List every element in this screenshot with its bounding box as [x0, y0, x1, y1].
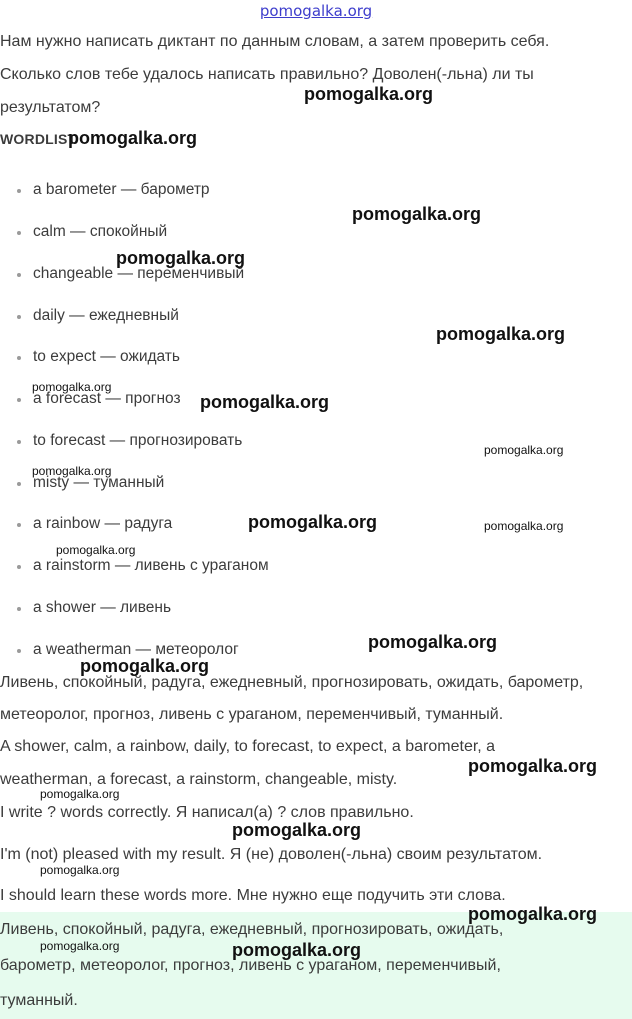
bullet-icon	[17, 273, 21, 277]
bullet-icon	[17, 440, 21, 444]
pleased-line: I'm (not) pleased with my result. Я (не) доволен(-льна) своим результатом.	[0, 846, 543, 863]
watermark: pomogalka.org	[232, 820, 362, 840]
watermark: pomogalka.org	[436, 324, 566, 344]
watermark: pomogalka.org	[468, 756, 598, 776]
list-item: a rainbow — радуга	[33, 515, 173, 532]
bullet-icon	[17, 523, 21, 527]
ru-words-line-2: метеоролог, прогноз, ливень с ураганом, переменчивый, туманный.	[0, 706, 504, 723]
list-item: calm — спокойный	[33, 223, 168, 240]
watermark: pomogalka.org	[200, 392, 330, 412]
en-words-line-1: A shower, calm, a rainbow, daily, to forecast, to expect, a barometer, a	[0, 738, 496, 755]
watermark: pomogalka.org	[32, 464, 112, 478]
answer-line-2: барометр, метеоролог, прогноз, ливень с ураганом, переменчивый,	[0, 957, 501, 974]
bullet-icon	[17, 231, 21, 235]
list-item: to forecast — прогнозировать	[33, 432, 243, 449]
watermark: pomogalka.org	[80, 656, 210, 676]
site-header-link[interactable]: pomogalka.org	[259, 2, 373, 20]
bullet-icon	[17, 315, 21, 319]
list-item: a forecast — прогноз	[33, 390, 181, 407]
list-item: to expect — ожидать	[33, 348, 180, 365]
watermark: pomogalka.org	[232, 940, 362, 960]
bullet-icon	[17, 189, 21, 193]
bullet-icon	[17, 607, 21, 611]
watermark: pomogalka.org	[68, 128, 198, 148]
write-count-line: I write ? words correctly. Я написал(а) ? слов правильно.	[0, 804, 414, 821]
watermark: pomogalka.org	[484, 443, 564, 457]
list-item: daily — ежедневный	[33, 307, 179, 324]
learn-line: I should learn these words more. Мне нужно еще подучить эти слова.	[0, 887, 506, 904]
list-item: a rainstorm — ливень с ураганом	[33, 557, 269, 574]
intro-line-1: Нам нужно написать диктант по данным словам, а затем проверить себя.	[0, 33, 550, 50]
list-item: a barometer — барометр	[33, 181, 210, 198]
list-item: a shower — ливень	[33, 599, 172, 616]
wordlist-heading: WORDLIST	[0, 131, 77, 147]
intro-line-2: Сколько слов тебе удалось написать правильно? Доволен(-льна) ли ты	[0, 66, 534, 83]
watermark: pomogalka.org	[468, 904, 598, 924]
bullet-icon	[17, 565, 21, 569]
answer-line-1: Ливень, спокойный, радуга, ежедневный, прогнозировать, ожидать,	[0, 921, 504, 938]
ru-words-line-1: Ливень, спокойный, радуга, ежедневный, прогнозировать, ожидать, барометр,	[0, 674, 584, 691]
watermark: pomogalka.org	[40, 787, 120, 801]
watermark: pomogalka.org	[116, 248, 246, 268]
watermark: pomogalka.org	[368, 632, 498, 652]
bullet-icon	[17, 482, 21, 486]
list-item: misty — туманный	[33, 474, 165, 491]
answer-line-3: туманный.	[0, 992, 78, 1009]
intro-line-3: результатом?	[0, 99, 101, 116]
watermark: pomogalka.org	[56, 543, 136, 557]
en-words-line-2: weatherman, a forecast, a rainstorm, changeable, misty.	[0, 771, 398, 788]
bullet-icon	[17, 649, 21, 653]
list-item: changeable — переменчивый	[33, 265, 245, 282]
watermark: pomogalka.org	[304, 84, 434, 104]
watermark: pomogalka.org	[352, 204, 482, 224]
watermark: pomogalka.org	[484, 519, 564, 533]
watermark: pomogalka.org	[32, 380, 112, 394]
watermark: pomogalka.org	[40, 863, 120, 877]
watermark: pomogalka.org	[248, 512, 378, 532]
list-item: a weatherman — метеоролог	[33, 641, 239, 658]
bullet-icon	[17, 356, 21, 360]
watermark: pomogalka.org	[40, 939, 120, 953]
bullet-icon	[17, 398, 21, 402]
